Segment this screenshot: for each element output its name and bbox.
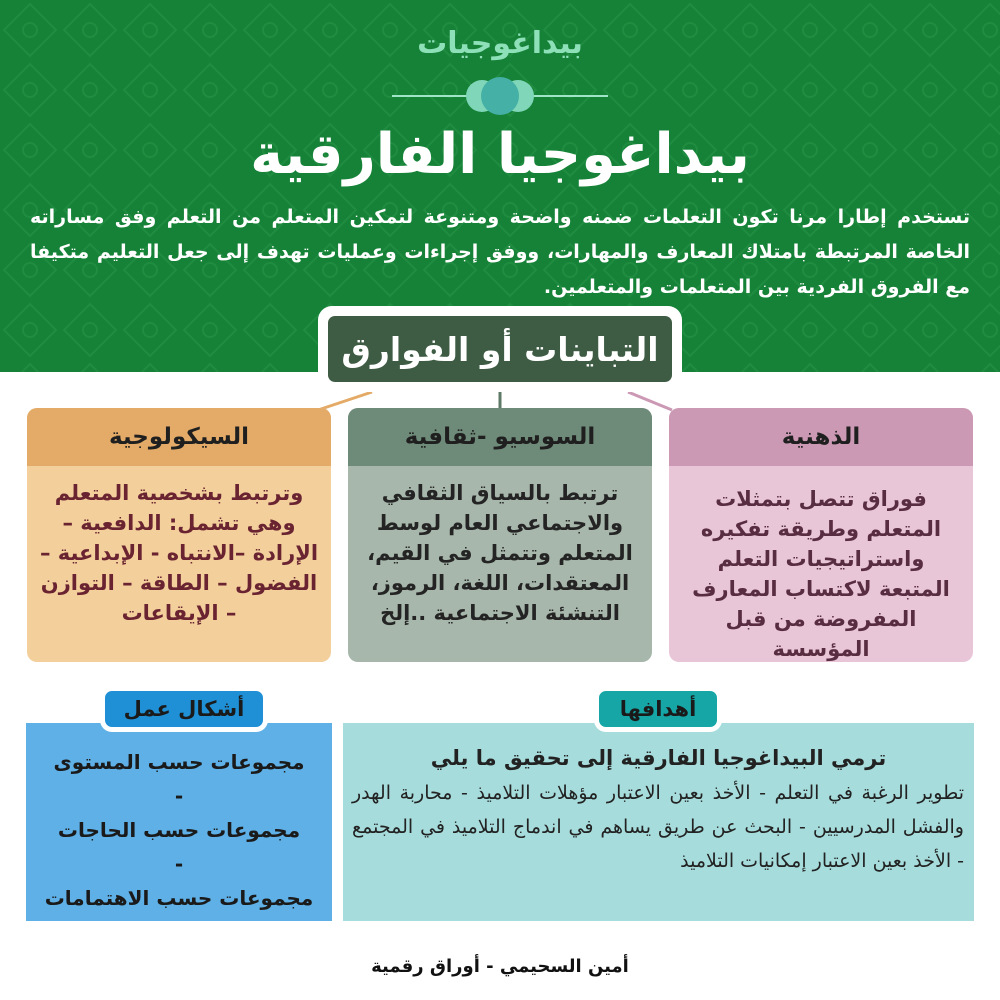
title-divider — [0, 72, 1000, 120]
intro-paragraph: تستخدم إطارا مرنا تكون التعلمات ضمنه واضحة ومتنوعة لتمكين المتعلم من التعلم وفق مساراته الخاصة المرتبطة بامتلاك المعارف والمهارات، ووفق إجراءات وعمليات تهدف إلى جعل التعليم متكيفا مع الفروق الفردية بين المتعلمات والمتعلمين. — [30, 206, 970, 298]
card-psychological-text: وترتبط بشخصية المتعلم وهي تشمل: الدافعية – الإرادة –الانتباه - الإبداعية – الفضول – الطاقة – التوازن – الإيقاعات — [39, 481, 319, 625]
card-socio-cultural-text: ترتبط بالسياق الثقافي والاجتماعي العام لوسط المتعلم وتتمثل في القيم، المعتقدات، اللغة، الرموز، التنشئة الاجتماعية ..إلخ — [367, 481, 633, 625]
differences-banner-label: التباينات أو الفوارق — [328, 316, 672, 382]
goals-tag: أهدافها — [594, 686, 722, 732]
work-form-separator: - — [174, 784, 184, 808]
card-mental-text: فوراق تتصل بتمثلات المتعلم وطريقة تفكيره واستراتيجيات التعلم المتبعة لاكتساب المعارف المفروضة من قبل المؤسسة — [692, 487, 950, 661]
card-psychological — [27, 408, 331, 662]
card-socio-cultural-title: السوسيو -ثقافية — [348, 408, 652, 466]
card-socio-cultural — [348, 408, 652, 662]
work-form-item: مجموعات حسب الاهتمامات — [44, 886, 314, 910]
card-psychological-title: السيكولوجية — [27, 408, 331, 466]
work-forms-tag: أشكال عمل — [100, 686, 268, 732]
page-title: بيداغوجيا الفارقية — [250, 122, 750, 187]
work-forms-list — [26, 745, 332, 915]
work-form-item: مجموعات حسب الحاجات — [57, 818, 301, 842]
differences-banner — [318, 306, 682, 392]
goals-lead: ترمي البيداغوجيا الفارقية إلى تحقيق ما يلي — [430, 746, 887, 770]
card-mental — [669, 408, 973, 662]
hero-kicker: بيداغوجيات — [417, 26, 583, 61]
footer-credit: أمين السحيمي - أوراق رقمية — [371, 956, 629, 977]
work-form-item: مجموعات حسب المستوى — [53, 750, 305, 774]
goals-text: تطوير الرغبة في التعلم - الأخذ بعين الاعتبار مؤهلات التلاميذ - محاربة الهدر والفشل المدرسيين - البحث عن طريق يساهم في اندماج التلاميذ في المجتمع - الأخذ بعين الاعتبار إمكانيات التلاميذ — [352, 782, 964, 872]
card-mental-title: الذهنية — [669, 408, 973, 466]
work-form-separator: - — [174, 852, 184, 876]
